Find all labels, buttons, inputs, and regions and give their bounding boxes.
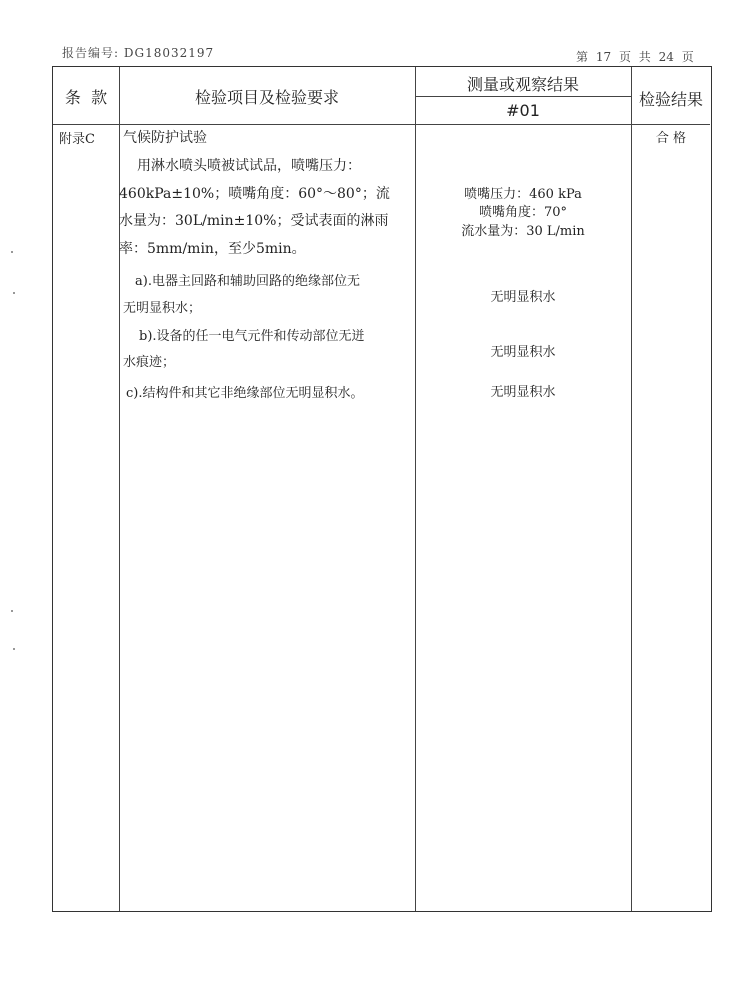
scan-mark: [11, 610, 13, 612]
requirement-line-3: 水量为：30L/min±10%；受试表面的淋雨: [119, 213, 389, 229]
verdict-value: 合 格: [655, 131, 687, 146]
report-number: [62, 44, 214, 61]
page-total-prefix: 共: [638, 50, 651, 64]
inspection-table: [52, 66, 712, 912]
column-header-sample: #01: [506, 101, 540, 120]
measure-result-a: 无明显积水: [490, 290, 556, 305]
column-header-item: 检验项目及检验要求: [194, 88, 339, 107]
column-header-result: 检验结果: [638, 90, 703, 109]
measure-result-c: 无明显积水: [490, 385, 556, 400]
column-header-clause: 条 款: [64, 88, 108, 107]
measure-result-b: 无明显积水: [490, 345, 556, 360]
sub-requirement-c: c).结构件和其它非绝缘部位无明显积水。: [126, 386, 364, 401]
report-number-label: 报告编号:: [62, 46, 120, 60]
sub-requirement-a-line-1: a).电器主回路和辅助回路的绝缘部位无: [135, 274, 360, 289]
sub-requirement-b-line-2: 水痕迹；: [123, 355, 176, 370]
page-current: 17: [595, 50, 612, 64]
column-divider: [631, 67, 632, 911]
test-title: 气候防护试验: [123, 130, 207, 146]
requirement-line-1: 用淋水喷头喷被试试品，喷嘴压力：: [137, 158, 361, 174]
page-total: 24: [658, 50, 674, 64]
sub-requirement-a-line-2: 无明显积水；: [123, 301, 202, 316]
scan-mark: [11, 251, 13, 253]
measure-header-divider: [415, 96, 631, 97]
page-prefix: 第: [576, 50, 589, 64]
column-header-measure: 测量或观察结果: [466, 75, 579, 94]
requirement-line-4: 率：5mm/min，至少5min。: [119, 241, 306, 257]
measure-line-1: 喷嘴压力：460 kPa: [464, 187, 582, 202]
measure-line-3: 流水量为：30 L/min: [461, 224, 585, 239]
sub-requirement-b-line-1: b).设备的任一电气元件和传动部位无迸: [139, 329, 365, 344]
header-bottom-line: [53, 124, 710, 125]
measure-line-2: 喷嘴角度：70°: [478, 205, 568, 220]
page-total-unit: 页: [681, 50, 694, 64]
scan-mark: [13, 648, 15, 650]
page-indicator: [576, 48, 694, 65]
page-unit: 页: [618, 50, 631, 64]
clause-value: 附录C: [59, 132, 95, 147]
scan-mark: [13, 292, 15, 294]
requirement-line-2: 460kPa±10%；喷嘴角度：60°～80°；流: [119, 186, 390, 202]
report-number-value: DG18032197: [123, 46, 215, 60]
